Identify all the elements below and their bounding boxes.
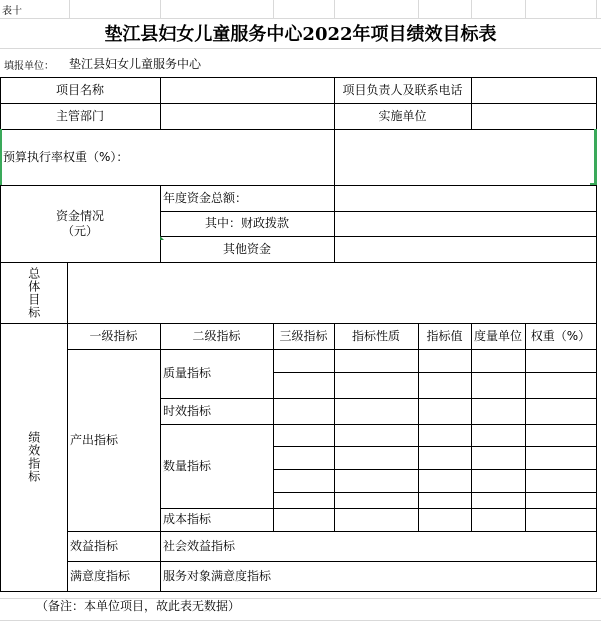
funds-label — [0, 185, 160, 262]
fiscal-allocation-label: 其中：财政拨款 — [204, 216, 289, 231]
selection-right-edge — [594, 129, 597, 185]
level1-output: 产出指标 — [70, 432, 119, 447]
implementing-unit-label: 实施单位 — [378, 108, 427, 123]
level2-quantity: 数量指标 — [163, 458, 212, 473]
header-unit: 度量单位 — [473, 328, 522, 343]
level1-satisfaction: 满意度指标 — [70, 568, 131, 583]
header-weight: 权重（%） — [530, 328, 591, 343]
level2-quality: 质量指标 — [163, 366, 212, 381]
page-title: 垫江县妇女儿童服务中心2022年项目绩效目标表 — [104, 24, 497, 45]
funds-label-line2: （元） — [61, 223, 98, 238]
project-leader-label: 项目负责人及联系电话 — [342, 82, 463, 97]
funds-label-line1: 资金情况 — [55, 209, 104, 224]
fill-unit-label: 填报单位： — [4, 61, 54, 72]
selection-left-edge — [0, 129, 2, 185]
header-level2: 二级指标 — [192, 328, 241, 343]
annual-total-label: 年度资金总额： — [163, 190, 248, 205]
project-name-label: 项目名称 — [55, 82, 104, 97]
budget-execution-weight-label: 预算执行率权重（%）： — [3, 149, 129, 164]
other-funds-label: 其他资金 — [222, 241, 271, 256]
header-level1: 一级指标 — [89, 328, 138, 343]
header-indicator-value: 指标值 — [426, 328, 463, 343]
cell-comment-marker — [160, 236, 164, 240]
selection-bottom-edge — [590, 183, 597, 185]
level2-cost: 成本指标 — [163, 512, 212, 527]
level1-benefit: 效益指标 — [70, 538, 119, 553]
competent-dept-label: 主管部门 — [55, 108, 104, 123]
fill-unit-value: 垫江县妇女儿童服务中心 — [69, 57, 202, 71]
footnote: （备注：本单位项目，故此表无数据） — [36, 599, 241, 613]
header-level3: 三级指标 — [279, 328, 328, 343]
level2-timeliness: 时效指标 — [163, 403, 212, 418]
overall-goal-label: 总体目标 — [26, 266, 41, 319]
level2-service-satisfaction: 服务对象满意度指标 — [163, 568, 272, 583]
level2-social-benefit: 社会效益指标 — [163, 538, 236, 553]
header-indicator-nature: 指标性质 — [351, 328, 400, 343]
table-number-label: 表十 — [2, 6, 22, 17]
performance-indicator-label: 绩效指标 — [26, 431, 41, 483]
